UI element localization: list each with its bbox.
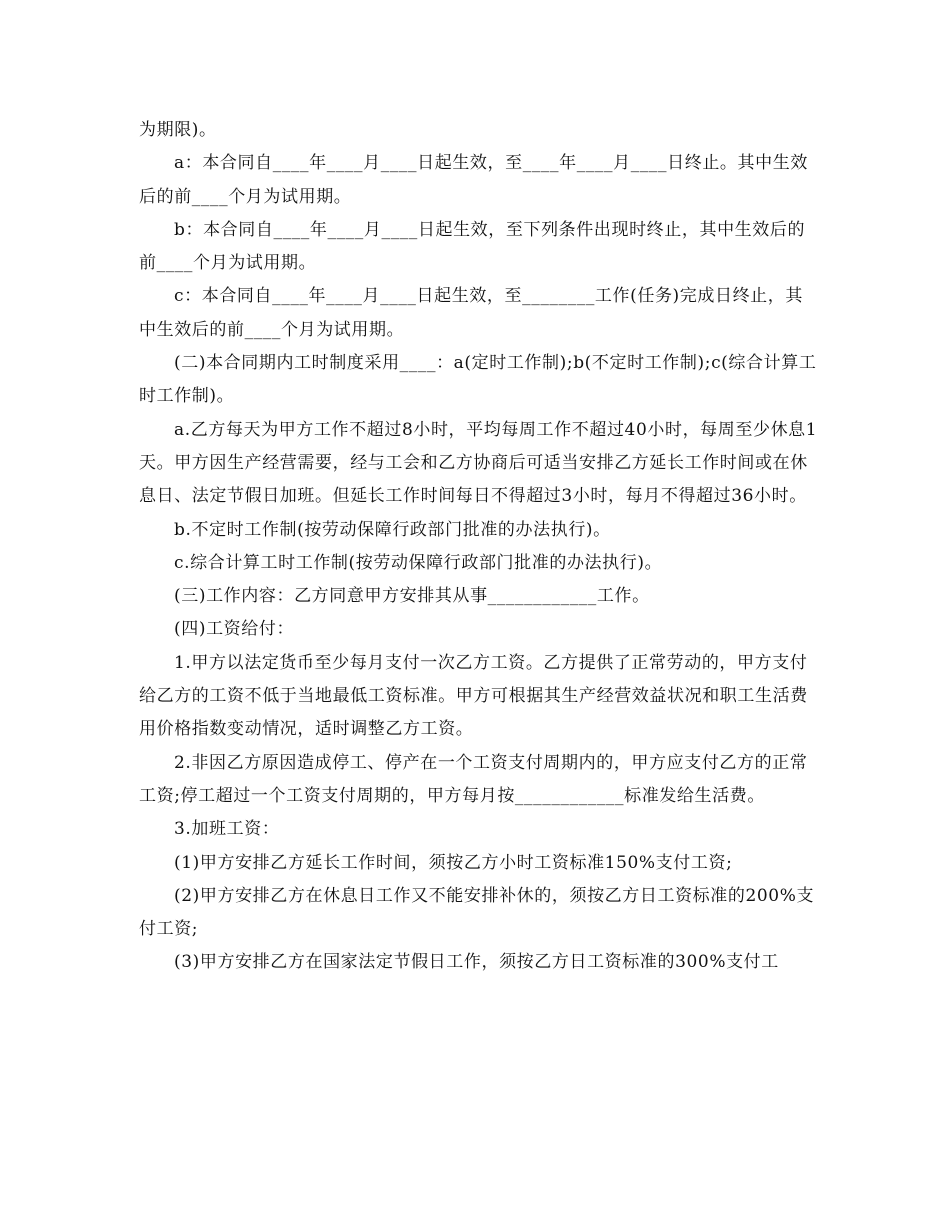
paragraph-0: 为期限)。 [139,120,217,140]
paragraph-5: a.乙方每天为甲方工作不超过8小时，平均每周工作不超过40小时，每周至少休息1天。甲方因生产经营需要，经与工会和乙方协商后可适当安排乙方延长工作时间或在休息日、法定节假日加班。但延长工作时间每日不得超过3小时，每月不得超过36小时。 [139,419,818,507]
paragraph-3: c：本合同自____年____月____日起生效，至________工作(任务)完成日终止，其中生效后的前____个月为试用期。 [139,286,803,340]
paragraph-1: a：本合同自____年____月____日起生效，至____年____月____日终止。其中生效后的前____个月为试用期。 [139,153,808,207]
paragraph-9: (四)工资给付： [174,619,295,640]
paragraph-7: c.综合计算工时工作制(按劳动保障行政部门批准的办法执行)。 [174,552,663,573]
paragraph-10: 1.甲方以法定货币至少每月支付一次乙方工资。乙方提供了正常劳动的，甲方支付给乙方的工资不低于当地最低工资标准。甲方可根据其生产经营效益状况和职工生活费用价格指数变动情况，适时调整乙方工资。 [139,652,808,740]
paragraph-12: 3.加班工资： [174,819,280,840]
paragraph-13: (1)甲方安排乙方延长工作时间，须按乙方小时工资标准150%支付工资; [174,852,733,873]
paragraph-6: b.不定时工作制(按劳动保障行政部门批准的办法执行)。 [174,519,611,540]
paragraph-11: 2.非因乙方原因造成停工、停产在一个工资支付周期内的，甲方应支付乙方的正常工资;停工超过一个工资支付周期的，甲方每月按____________标准发给生活费。 [139,752,808,806]
paragraph-8: (三)工作内容：乙方同意甲方安排其从事____________工作。 [174,586,650,607]
paragraph-14: (2)甲方安排乙方在休息日工作又不能安排补休的，须按乙方日工资标准的200%支付工资; [139,885,815,940]
paragraph-15: (3)甲方安排乙方在国家法定节假日工作，须按乙方日工资标准的300%支付工 [174,952,779,973]
paragraph-4: (二)本合同期内工时制度采用____：a(定时工作制);b(不定时工作制);c(综合计算工时工作制)。 [139,353,817,407]
document-body [139,114,819,980]
paragraph-2: b：本合同自____年____月____日起生效，至下列条件出现时终止，其中生效后的前____个月为试用期。 [139,219,806,274]
